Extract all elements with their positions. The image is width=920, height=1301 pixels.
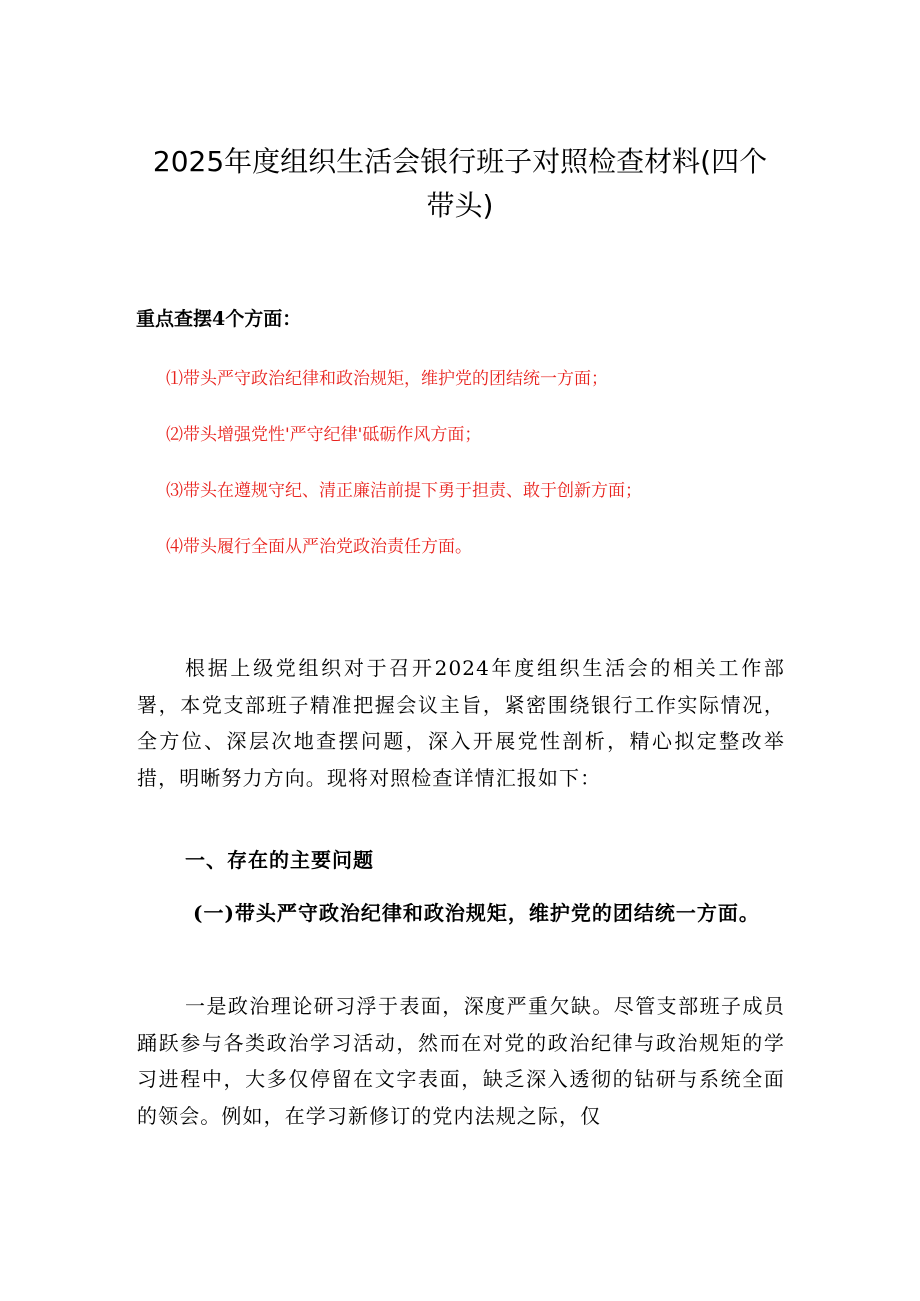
section-heading: 一、存在的主要问题 (185, 848, 374, 872)
focus-item: ⑵带头增强党性'严守纪律'砥砺作风方面； (166, 425, 482, 445)
focus-item: ⑴带头严守政治纪律和政治规矩，维护党的团结统一方面； (166, 369, 608, 389)
document-title: 2025年度组织生活会银行班子对照检查材料(四个带头) (152, 145, 768, 222)
focus-item: ⑷带头履行全面从严治党政治责任方面。 (166, 537, 472, 557)
focus-heading: 重点查摆4个方面： (136, 308, 302, 330)
focus-list (166, 362, 806, 586)
intro-paragraph: 根据上级党组织对于召开2024年度组织生活会的相关工作部署，本党支部班子精准把握会议主旨，紧密围绕银行工作实际情况，全方位、深层次地查摆问题，深入开展党性剖析，精心拟定整改举措，明晰努力方向。现将对照检查详情汇报如下： (137, 656, 785, 790)
body-paragraph: 一是政治理论研习浮于表面，深度严重欠缺。尽管支部班子成员踊跃参与各类政治学习活动，然而在对党的政治纪律与政治规矩的学习进程中，大多仅停留在文字表面，缺乏深入透彻的钻研与系统全面的领会。例如，在学习新修订的党内法规之际，仅 (137, 994, 785, 1128)
focus-item: ⑶带头在遵规守纪、清正廉洁前提下勇于担责、敢于创新方面； (166, 481, 642, 501)
subsection-heading: (一)带头严守政治纪律和政治规矩，维护党的团结统一方面。 (193, 901, 760, 925)
